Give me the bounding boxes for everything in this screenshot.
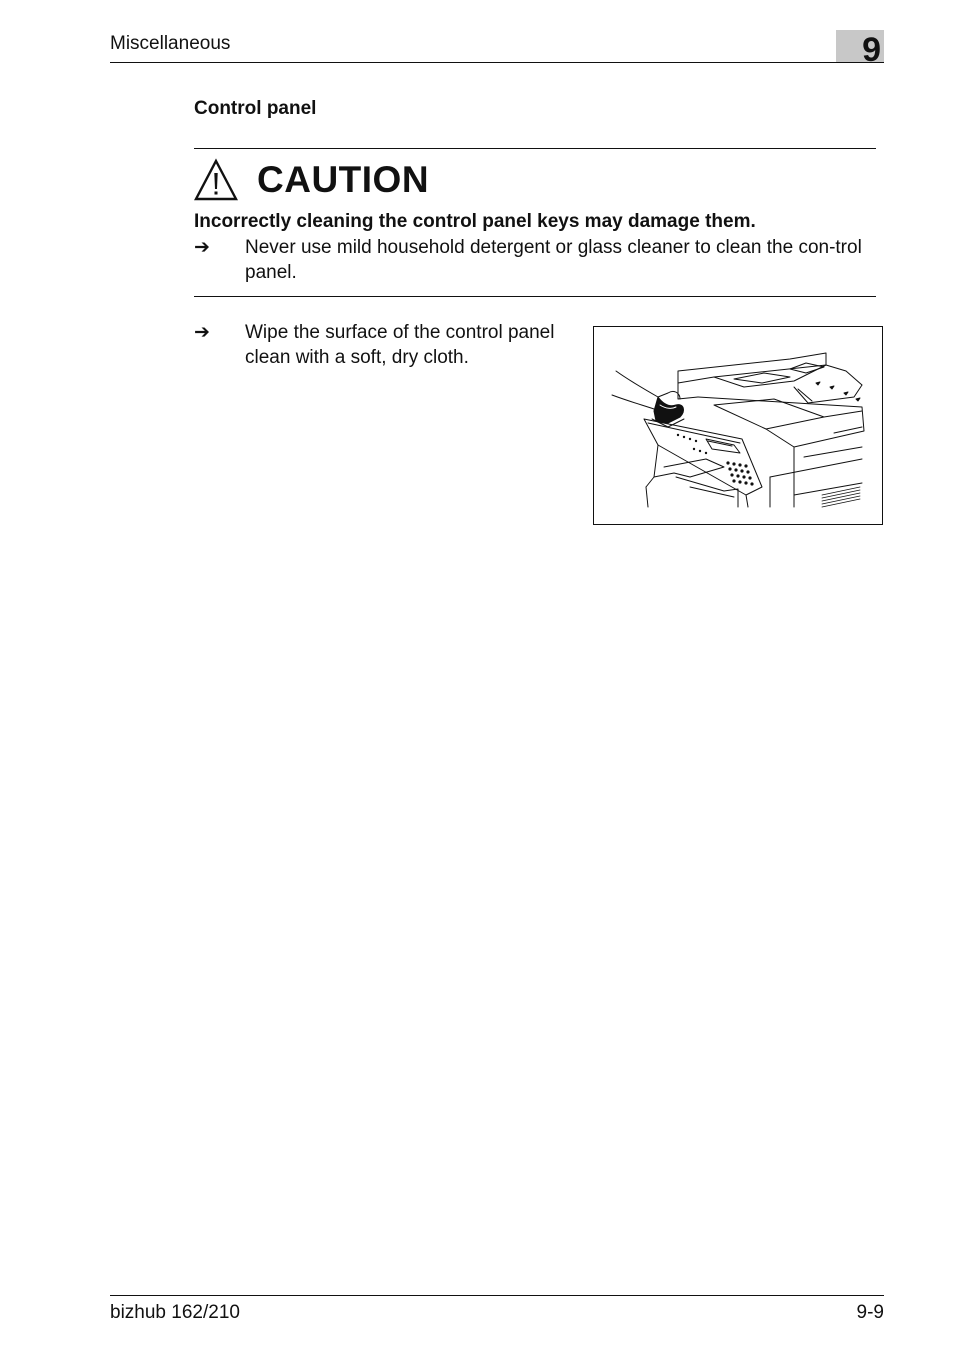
figure-frame: [593, 326, 883, 525]
step-item: [194, 320, 584, 370]
caution-heading: Incorrectly cleaning the control panel keys may damage them.: [194, 211, 756, 232]
chapter-tab: [836, 30, 884, 69]
caution-item: [194, 235, 884, 285]
step-text: Wipe the surface of the control panel clean with a soft, dry cloth.: [245, 322, 555, 368]
arrow-bullet-icon: ➔: [194, 237, 210, 258]
header-divider: [110, 62, 884, 63]
arrow-bullet-icon: ➔: [194, 322, 210, 343]
caution-banner: [194, 158, 429, 202]
caution-bottom-divider: [194, 296, 876, 297]
caution-label: CAUTION: [257, 159, 430, 200]
chapter-number: 9: [862, 31, 881, 69]
caution-item-text: Never use mild household detergent or glass cleaner to clean the con-trol panel.: [245, 237, 862, 283]
footer-divider: [110, 1295, 884, 1296]
footer-page-number: 9-9: [856, 1302, 884, 1323]
caution-top-divider: [194, 148, 876, 149]
copier-cleaning-illustration: [594, 327, 882, 524]
footer-product: bizhub 162/210: [110, 1302, 240, 1323]
section-title: Control panel: [194, 98, 317, 119]
warning-triangle-icon: [194, 158, 238, 202]
running-header: Miscellaneous: [110, 33, 231, 54]
